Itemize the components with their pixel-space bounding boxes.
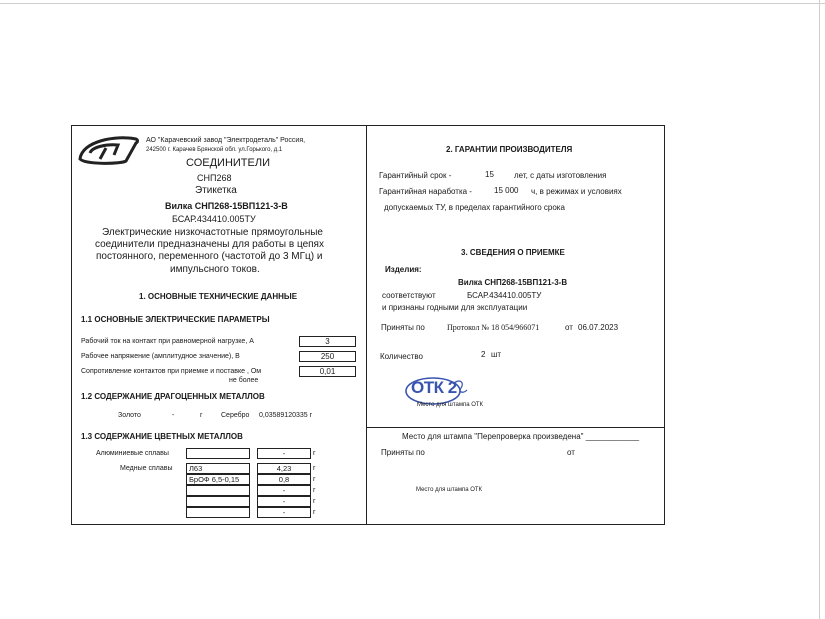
warranty-unit: лет, с даты изготовления [514,171,607,180]
desc-line4: импульсного токов. [170,264,260,275]
copper-unit: г [313,487,316,494]
stamp-caption2: Место для штампа ОТК [416,487,483,493]
accepted-label: Приняты по [381,323,425,332]
column-divider [366,125,367,525]
param2-label: Рабочее напряжение (амплитудное значение), В [81,353,240,360]
product-spec: БСАР.434410.005ТУ [172,214,256,224]
section2-heading: 2. ГАРАНТИИ ПРОИЗВОДИТЕЛЯ [446,145,573,154]
gold-unit: г [200,412,203,419]
section13-heading: 1.3 СОДЕРЖАНИЕ ЦВЕТНЫХ МЕТАЛЛОВ [81,432,243,441]
date2-prefix: от [567,448,575,457]
copper-unit: г [313,498,316,505]
copper-unit: г [313,465,316,472]
alu-label: Алюминиевые сплавы [96,450,169,457]
section11-heading: 1.1 ОСНОВНЫЕ ЭЛЕКТРИЧЕСКИЕ ПАРАМЕТРЫ [81,315,270,324]
copper-name-cell [186,496,250,507]
section12-heading: 1.2 СОДЕРЖАНИЕ ДРАГОЦЕННЫХ МЕТАЛЛОВ [81,392,265,401]
copper-value-cell: 4,23 [257,463,311,474]
copper-name-cell: Л63 [186,463,250,474]
qty-value: 2 [481,350,486,359]
param3-value: 0,01 [299,366,356,377]
copper-value-cell: - [257,507,311,518]
doc-title: СОЕДИНИТЕЛИ [186,157,270,169]
series-code: СНП268 [197,173,232,183]
date-prefix: от [565,323,573,332]
copper-label: Медные сплавы [120,465,173,472]
copper-name-cell: БрОФ 6,5-0,15 [186,474,250,485]
protocol-number: Протокол № 18 054/966071 [447,323,540,332]
alu-name-cell [186,448,250,459]
alu-unit: г [313,450,316,457]
qty-unit: шт [491,350,502,359]
copper-unit: г [313,476,316,483]
warranty-label: Гарантийный срок - [379,171,452,180]
stamp-caption: Место для штампа ОТК [417,402,484,408]
copper-name-cell [186,485,250,496]
company-line1: АО "Карачевский завод "Электродеталь" Россия, [146,137,306,144]
company-logo [76,133,142,167]
copper-value-cell: - [257,485,311,496]
fit-text: и признаны годными для эксплуатации [382,303,528,312]
hours-value: 15 000 [494,186,519,195]
scan-edge-right [819,0,820,619]
doc-type: Этикетка [195,185,237,196]
param2-value: 250 [299,351,356,362]
param1-value: 3 [299,336,356,347]
gold-value: - [172,412,175,419]
qty-label: Количество [380,352,423,361]
desc-line3: постоянного, переменного (частотой до 3 МГц) и [96,251,323,262]
section1-heading: 1. ОСНОВНЫЕ ТЕХНИЧЕСКИЕ ДАННЫЕ [139,292,298,301]
copper-unit: г [313,509,316,516]
param1-label: Рабочий ток на контакт при равномерной нагрузке, А [81,338,254,345]
accepted2-label: Приняты по [381,448,425,457]
copper-value-cell: - [257,496,311,507]
param3-label: Сопротивление контактов при приемке и поставке , Ом [81,368,262,375]
right-product-name: Вилка СНП268-15ВП121-3-В [458,278,568,287]
product-name: Вилка СНП268-15ВП121-3-В [165,201,288,211]
hours-label: Гарантийная наработка - [379,187,472,196]
right-product-spec: БСАР.434410.005ТУ [467,291,542,300]
copper-value-cell: 0,8 [257,474,311,485]
recheck-divider [366,427,665,428]
copper-name-cell [186,507,250,518]
item-label: Изделия: [385,265,422,274]
desc-line1: Электрические низкочастотные прямоугольные [102,227,323,238]
desc-line2: соединители предназначены для работы в цепях [95,239,324,250]
gold-label: Золото [118,412,141,419]
section3-heading: 3. СВЕДЕНИЯ О ПРИЕМКЕ [461,248,565,257]
warranty-value: 15 [485,170,494,179]
param3-label-cont: не более [229,377,259,384]
recheck-label: Место для штампа "Перепроверка произведена" ____________ [402,432,640,441]
hours-unit: ч, в режимах и условиях [531,187,622,196]
conforms-label: соответствуют [382,291,436,300]
accept-date: 06.07.2023 [578,323,619,332]
hours-line2: допускаемых ТУ, в пределах гарантийного срока [384,203,565,212]
silver-value: 0,03589120335 г [259,412,313,419]
scan-edge-top [0,3,825,4]
stamp-text: ОТК 2 [411,378,457,397]
company-line2: 242500 г. Карачев Брянской обл. ул.Горького, д.1 [146,147,283,153]
alu-value-cell: - [257,448,311,459]
silver-label: Серебро [221,412,250,419]
